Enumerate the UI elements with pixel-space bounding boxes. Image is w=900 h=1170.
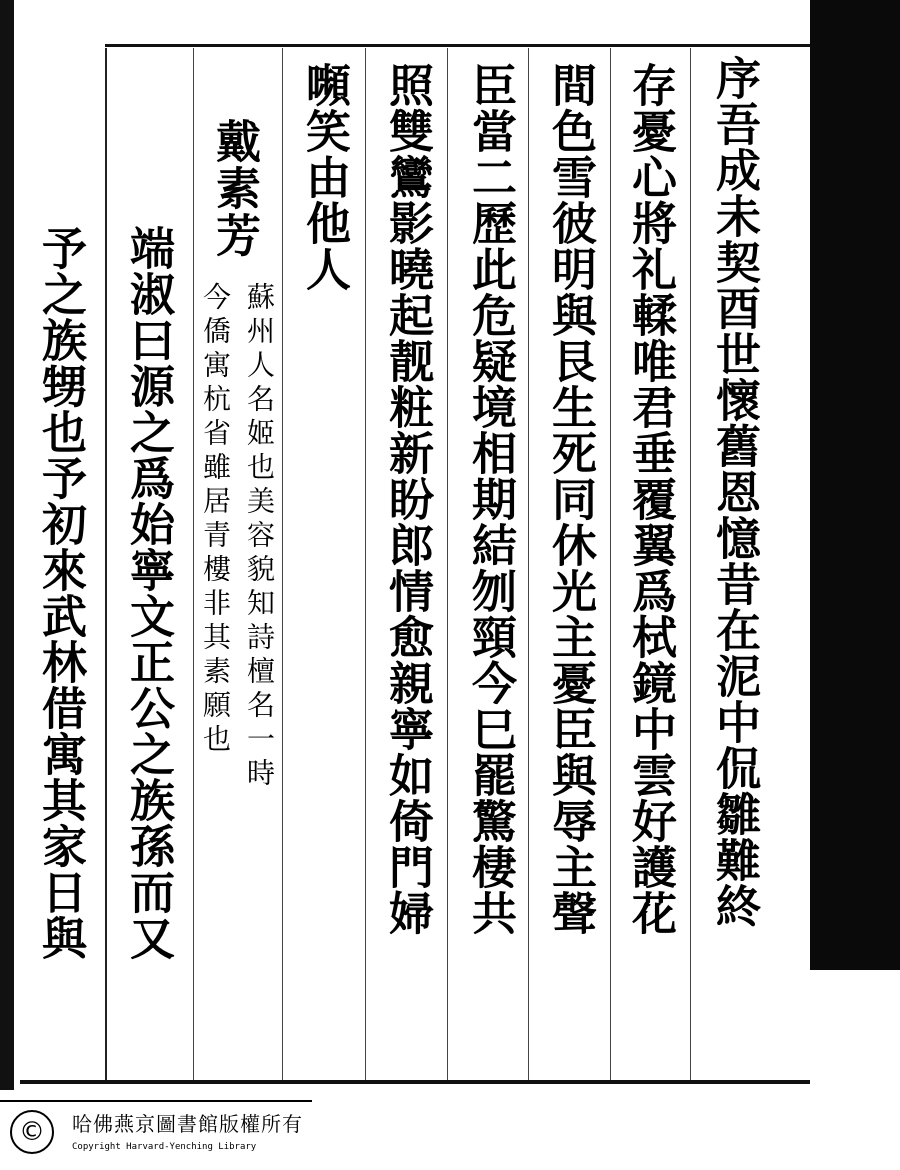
bottom-border-rule [20, 1080, 810, 1084]
column-divider [690, 48, 691, 1080]
scan-left-margin [0, 0, 14, 1090]
column-divider [282, 48, 283, 1080]
column-divider [610, 48, 611, 1080]
top-border-rule [105, 44, 810, 47]
left-frame-rule [105, 48, 107, 1080]
column-divider [528, 48, 529, 1080]
poet-name: 戴素芳 [208, 118, 261, 259]
scan-right-margin [810, 0, 900, 970]
copyright-chinese: 哈佛燕京圖書館版權所有 [72, 1112, 303, 1136]
column-divider [365, 48, 366, 1080]
annotation-right-line: 蘇州人名姬也美容貌知詩檀名一時 [243, 282, 276, 792]
text-column-4: 臣當二歷此危疑境相期結刎頸今巳罷驚棲共 [464, 62, 517, 936]
copyright-stamp [0, 1100, 312, 1168]
copyright-english: Copyright Harvard-Yenching Library [72, 1142, 257, 1152]
column-divider [447, 48, 448, 1080]
text-column-2: 存憂心將礼輮唯君垂覆翼爲栻鏡中雲好護花 [624, 62, 677, 936]
scan-right-margin-lower [810, 970, 900, 1090]
text-column-6: 嚬笑由他人 [298, 62, 351, 292]
text-column-9: 予之族甥也予初來武林借寓其家日與 [34, 225, 87, 961]
text-column-3: 間色雪彼明與艮生死同休光主憂臣與辱主聲 [544, 62, 597, 936]
text-column-5: 照雙鸞影曉起靓粧新盼郎情愈親寧如倚門婦 [381, 62, 434, 936]
text-column-1: 序吾成未契酉世懷舊恩憶昔在泥中侃雛難終 [708, 55, 761, 929]
column-divider [193, 48, 194, 1080]
text-column-8: 端淑曰源之爲始寧文正公之族孫而又 [122, 225, 175, 961]
copyright-icon: © [10, 1110, 54, 1154]
annotation-left-line: 今僑寓杭省雖居青樓非其素願也 [199, 282, 232, 758]
